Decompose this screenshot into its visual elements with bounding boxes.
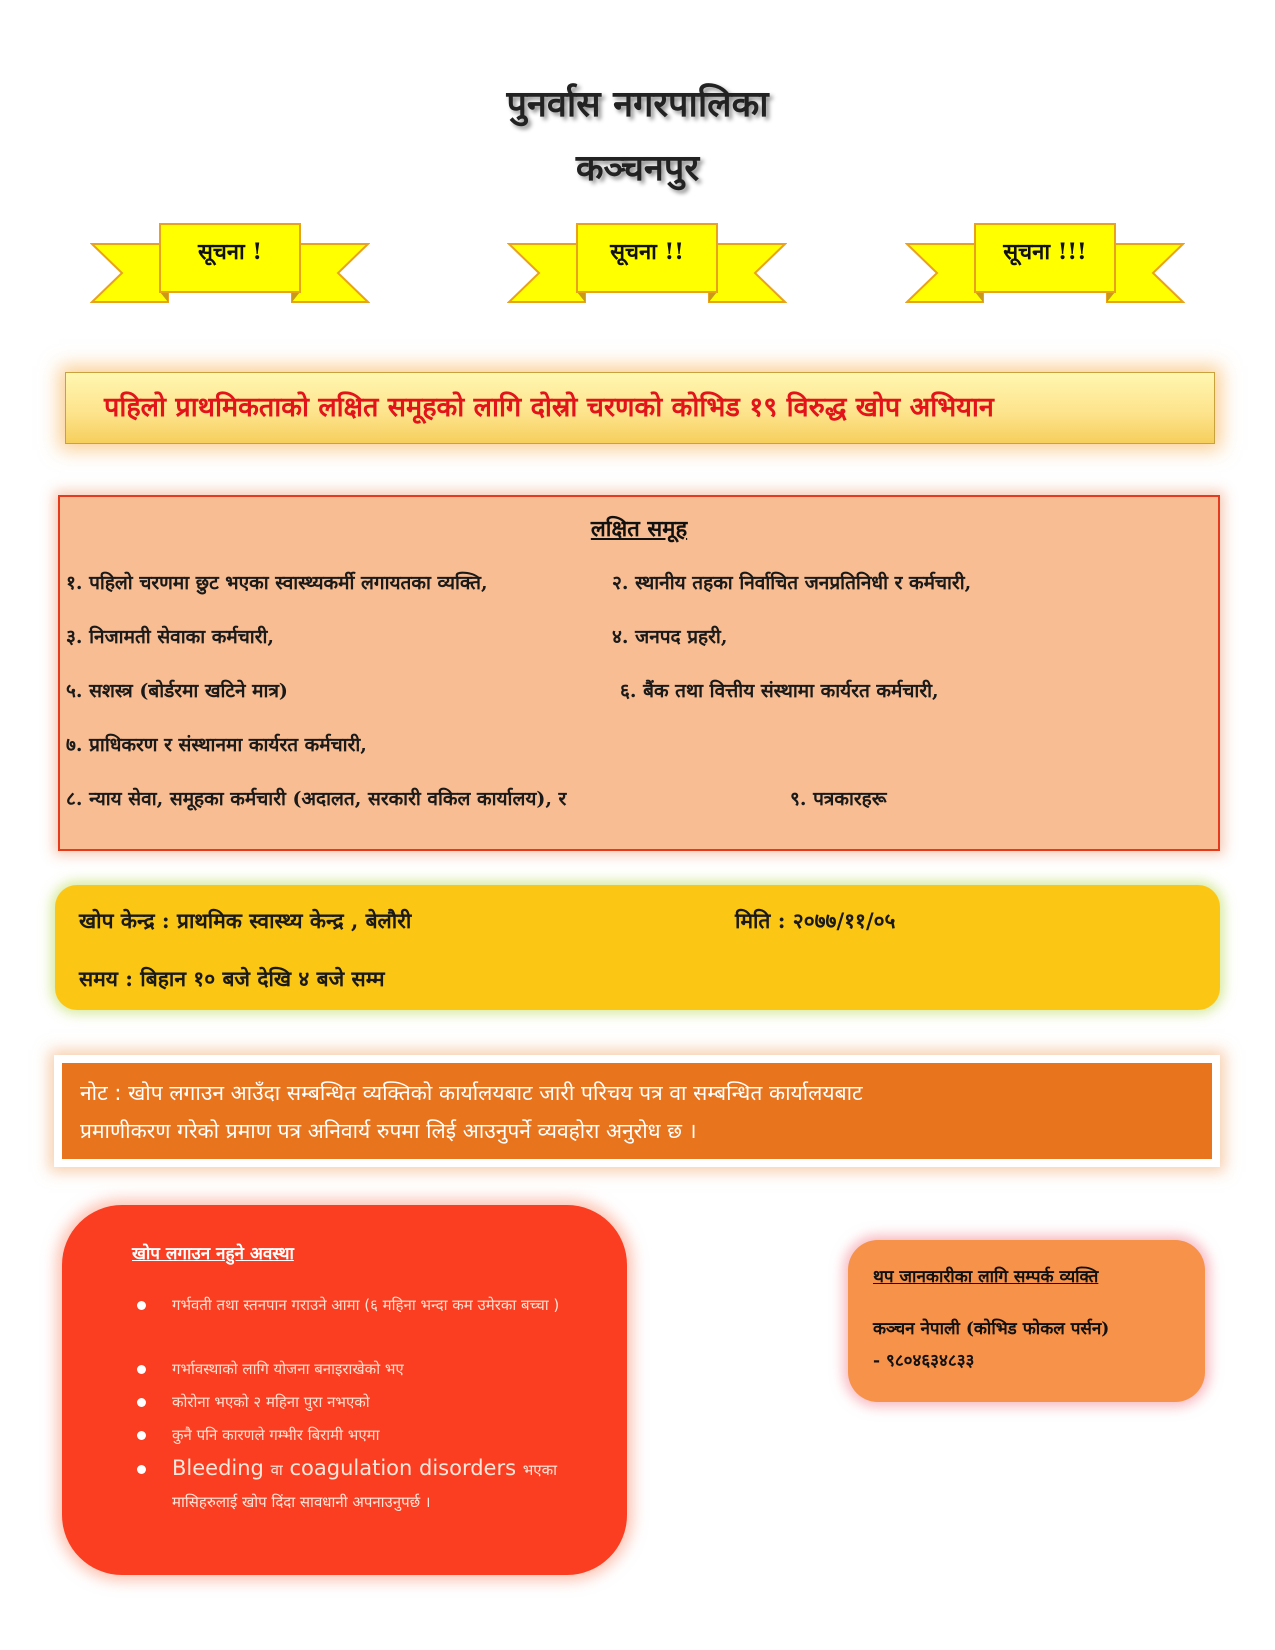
bullet-icon (137, 1301, 146, 1310)
bullet-icon (137, 1398, 146, 1407)
vaccine-date: मिति : २०७७/११/०५ (735, 908, 896, 933)
contraindication-item-4: कुनै पनि कारणले गम्भीर बिरामी भएमा (172, 1426, 380, 1444)
target-item-7: ७. प्राधिकरण र संस्थानमा कार्यरत कर्मचारी, (66, 734, 367, 756)
note-box (54, 1055, 1220, 1167)
contraindication-item-2: गर्भावस्थाको लागि योजना बनाइराखेको भए (172, 1360, 404, 1378)
notice-ribbon-1 (90, 222, 370, 317)
notice-label: सूचना !! (610, 239, 684, 265)
contraindications-title: खोप लगाउन नहुने अवस्था (132, 1244, 294, 1264)
target-item-5: ५. सशस्त्र (बोर्डरमा खटिने मात्र) (66, 680, 288, 702)
contact-phone: - ९८०४६३४८३३ (873, 1351, 975, 1371)
vaccine-center-location: खोप केन्द्र : प्राथमिक स्वास्थ्य केन्द्र , बेलौरी (79, 908, 412, 933)
contact-title: थप जानकारीका लागि सम्पर्क व्यक्ति (873, 1267, 1099, 1287)
municipality-name: पुनर्वास नगरपालिका (506, 83, 769, 125)
bullet-icon (137, 1465, 146, 1474)
target-item-2: २. स्थानीय तहका निर्वाचित जनप्रतिनिधी र कर्मचारी, (612, 572, 972, 594)
note-line-1: नोट : खोप लगाउन आउँदा सम्बन्धित व्यक्तिको कार्यालयबाट जारी परिचय पत्र वा सम्बन्धित कार्यालयबाट (80, 1081, 863, 1105)
vaccine-center-box (55, 885, 1220, 1010)
bullet-icon (137, 1365, 146, 1374)
note-content (62, 1063, 1212, 1159)
contact-name: कञ्चन नेपाली (कोभिड फोकल पर्सन) (873, 1319, 1110, 1339)
or-text: वा (270, 1461, 283, 1479)
notice-ribbon-3 (905, 222, 1185, 317)
target-item-1: १. पहिलो चरणमा छुट भएका स्वास्थ्यकर्मी लगायतका व्यक्ति, (66, 572, 488, 594)
note-line-2: प्रमाणीकरण गरेको प्रमाण पत्र अनिवार्य रुपमा लिई आउनुपर्ने व्यवहोरा अनुरोध छ । (80, 1119, 697, 1143)
district-name: कञ्चनपुर (575, 147, 700, 189)
contraindications-box (62, 1205, 627, 1575)
target-group-box (58, 495, 1220, 851)
target-item-6: ६. बैंक तथा वित्तीय संस्थामा कार्यरत कर्मचारी, (620, 680, 939, 702)
campaign-title: पहिलो प्राथमिकताको लक्षित समूहको लागि दोस्रो चरणको कोभिड १९ विरुद्ध खोप अभियान (104, 392, 994, 423)
having-text: भएका (522, 1461, 557, 1479)
contraindication-item-5 (172, 1453, 602, 1517)
campaign-banner (65, 372, 1215, 444)
contraindication-item-1: गर्भवती तथा स्तनपान गराउने आमा (६ महिना भन्दा कम उमेरका बच्चा ) (172, 1296, 560, 1314)
contraindication-item-3: कोरोना भएको २ महिना पुरा नभएको (172, 1393, 370, 1411)
caution-text: मासिहरुलाई खोप दिंदा सावधानी अपनाउनुपर्छ । (172, 1493, 431, 1511)
coagulation-text: coagulation disorders (289, 1456, 517, 1480)
target-item-9: ९. पत्रकारहरू (790, 788, 887, 810)
notice-ribbon-2 (507, 222, 787, 317)
target-group-title: लक्षित समूह (590, 516, 688, 542)
target-item-4: ४. जनपद प्रहरी, (612, 626, 728, 648)
notice-label: सूचना ! (197, 239, 263, 265)
target-item-8: ८. न्याय सेवा, समूहका कर्मचारी (अदालत, सरकारी वकिल कार्यालय), र (66, 788, 567, 810)
bullet-icon (137, 1431, 146, 1440)
target-item-3: ३. निजामती सेवाका कर्मचारी, (66, 626, 275, 648)
bleeding-text: Bleeding (172, 1456, 264, 1480)
vaccine-time: समय : बिहान १० बजे देखि ४ बजे सम्म (79, 966, 385, 991)
contact-box (848, 1240, 1205, 1402)
notice-label: सूचना !!! (1003, 239, 1087, 265)
